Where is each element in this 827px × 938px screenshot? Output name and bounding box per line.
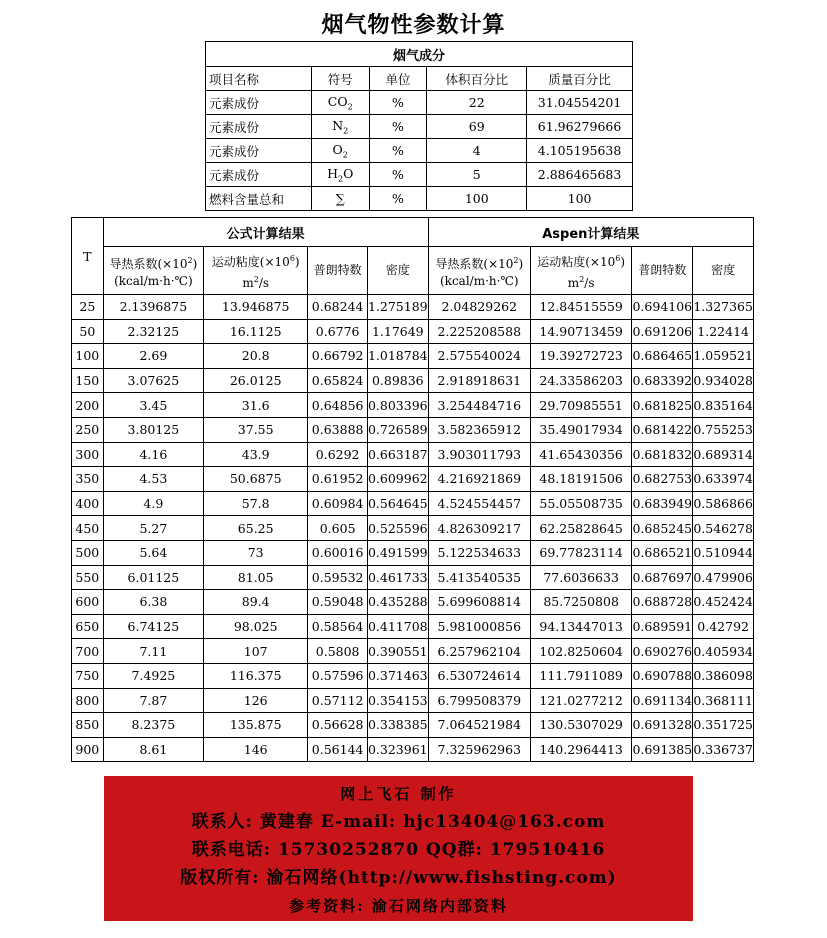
total-name: 燃料含量总和 (206, 187, 312, 211)
credits-banner (104, 776, 693, 921)
formula-viscosity-cell: 16.1125 (204, 319, 308, 344)
mass-percent: 31.04554201 (527, 91, 633, 115)
kinematic-viscosity-header: 运动粘度$(\times 10^6)$ $m^2/s$ (530, 247, 631, 295)
element-name: 元素成份 (206, 115, 312, 139)
volume-percent: 69 (427, 115, 527, 139)
kinematic-viscosity-header: 运动粘度$(\times 10^6)$ $m^2/s$ (204, 247, 308, 295)
aspen-conductivity-cell: 6.530724614 (428, 663, 530, 688)
table-row (72, 319, 754, 344)
page-title: 烟气物性参数计算 (321, 13, 506, 38)
formula-conductivity-cell: 2.1396875 (103, 295, 203, 320)
formula-prandtl-cell: 0.66792 (308, 344, 368, 369)
mass-percent: 4.105195638 (527, 139, 633, 163)
table-row (72, 393, 754, 418)
formula-viscosity-cell: 98.025 (204, 614, 308, 639)
formula-density-cell: 0.564645 (367, 491, 428, 516)
temperature-cell: 800 (72, 688, 104, 713)
aspen-viscosity-cell: 102.8250604 (530, 639, 631, 664)
formula-conductivity-cell: 2.69 (103, 344, 203, 369)
formula-viscosity-cell: 57.8 (204, 491, 308, 516)
credits-line: 参考资料: 渝石网络内部资料 (289, 897, 508, 915)
formula-density-cell: 0.663187 (367, 442, 428, 467)
element-unit: % (369, 115, 427, 139)
aspen-prandtl-cell: 0.689591 (632, 614, 693, 639)
aspen-viscosity-cell: 62.25828645 (530, 516, 631, 541)
aspen-density-cell: 0.452424 (693, 590, 754, 615)
formula-prandtl-cell: 0.58564 (308, 614, 368, 639)
aspen-conductivity-cell: 2.575540024 (428, 344, 530, 369)
aspen-density-cell: 1.059521 (693, 344, 754, 369)
composition-caption: 烟气成分 (206, 42, 633, 67)
credits-line: 网上飞石 制作 (340, 785, 457, 803)
aspen-conductivity-cell: 5.699608814 (428, 590, 530, 615)
aspen-viscosity-cell: 69.77823114 (530, 540, 631, 565)
aspen-viscosity-cell: 48.18191506 (530, 467, 631, 492)
aspen-density-cell: 0.510944 (693, 540, 754, 565)
aspen-conductivity-cell: 7.325962963 (428, 737, 530, 762)
formula-conductivity-cell: 8.61 (103, 737, 203, 762)
aspen-conductivity-cell: 6.799508379 (428, 688, 530, 713)
aspen-density-cell: 0.689314 (693, 442, 754, 467)
aspen-density-cell: 0.351725 (693, 713, 754, 738)
element-name: 元素成份 (206, 139, 312, 163)
aspen-conductivity-cell: 2.04829262 (428, 295, 530, 320)
aspen-viscosity-cell: 14.90713459 (530, 319, 631, 344)
aspen-density-cell: 1.22414 (693, 319, 754, 344)
composition-total-row (206, 187, 633, 211)
aspen-prandtl-cell: 0.691206 (632, 319, 693, 344)
aspen-prandtl-cell: 0.685245 (632, 516, 693, 541)
formula-density-cell: 0.609962 (367, 467, 428, 492)
formula-conductivity-cell: 4.16 (103, 442, 203, 467)
aspen-prandtl-cell: 0.690276 (632, 639, 693, 664)
aspen-prandtl-cell: 0.683949 (632, 491, 693, 516)
composition-row (206, 115, 633, 139)
formula-conductivity-cell: 6.74125 (103, 614, 203, 639)
temperature-cell: 500 (72, 540, 104, 565)
composition-row (206, 139, 633, 163)
temperature-cell: 300 (72, 442, 104, 467)
formula-conductivity-cell: 6.01125 (103, 565, 203, 590)
element-unit: % (369, 163, 427, 187)
density-header: 密度 (367, 247, 428, 295)
formula-conductivity-cell: 5.64 (103, 540, 203, 565)
formula-density-cell: 1.17649 (367, 319, 428, 344)
aspen-prandtl-cell: 0.688728 (632, 590, 693, 615)
formula-conductivity-cell: 6.38 (103, 590, 203, 615)
formula-conductivity-cell: 5.27 (103, 516, 203, 541)
formula-viscosity-cell: 50.6875 (204, 467, 308, 492)
aspen-conductivity-cell: 2.225208588 (428, 319, 530, 344)
aspen-density-cell: 0.934028 (693, 368, 754, 393)
formula-viscosity-cell: 65.25 (204, 516, 308, 541)
aspen-prandtl-cell: 0.694106 (632, 295, 693, 320)
formula-conductivity-cell: 3.45 (103, 393, 203, 418)
formula-prandtl-cell: 0.57596 (308, 663, 368, 688)
total-mass: 100 (527, 187, 633, 211)
aspen-conductivity-cell: 4.216921869 (428, 467, 530, 492)
table-row (72, 663, 754, 688)
formula-viscosity-cell: 135.875 (204, 713, 308, 738)
table-row (72, 590, 754, 615)
aspen-density-cell: 0.755253 (693, 417, 754, 442)
aspen-viscosity-cell: 140.2964413 (530, 737, 631, 762)
aspen-viscosity-cell: 111.7911089 (530, 663, 631, 688)
element-unit: % (369, 91, 427, 115)
aspen-viscosity-cell: 29.70985551 (530, 393, 631, 418)
formula-viscosity-cell: 20.8 (204, 344, 308, 369)
formula-prandtl-cell: 0.61952 (308, 467, 368, 492)
formula-prandtl-cell: 0.605 (308, 516, 368, 541)
formula-density-cell: 0.726589 (367, 417, 428, 442)
aspen-viscosity-cell: 94.13447013 (530, 614, 631, 639)
formula-conductivity-cell: 3.07625 (103, 368, 203, 393)
formula-density-cell: 0.411708 (367, 614, 428, 639)
results-table (71, 217, 754, 762)
formula-results-caption: 公式计算结果 (103, 218, 428, 247)
aspen-density-cell: 0.405934 (693, 639, 754, 664)
temperature-cell: 50 (72, 319, 104, 344)
formula-prandtl-cell: 0.65824 (308, 368, 368, 393)
temperature-cell: 650 (72, 614, 104, 639)
formula-conductivity-cell: 4.53 (103, 467, 203, 492)
temperature-cell: 450 (72, 516, 104, 541)
aspen-prandtl-cell: 0.687697 (632, 565, 693, 590)
total-symbol: ∑ (311, 187, 369, 211)
aspen-conductivity-cell: 5.413540535 (428, 565, 530, 590)
aspen-density-cell: 0.835164 (693, 393, 754, 418)
temperature-cell: 750 (72, 663, 104, 688)
formula-prandtl-cell: 0.68244 (308, 295, 368, 320)
aspen-viscosity-cell: 55.05508735 (530, 491, 631, 516)
aspen-conductivity-cell: 2.918918631 (428, 368, 530, 393)
temperature-header: T (72, 218, 104, 295)
formula-prandtl-cell: 0.60984 (308, 491, 368, 516)
thermal-conductivity-header: 导热系数$(\times 10^2)$ (kcal/m·h·℃) (428, 247, 530, 295)
formula-prandtl-cell: 0.59048 (308, 590, 368, 615)
aspen-density-cell: 0.633974 (693, 467, 754, 492)
col-header: 质量百分比 (527, 67, 633, 91)
table-row (72, 417, 754, 442)
aspen-density-cell: 0.479906 (693, 565, 754, 590)
aspen-conductivity-cell: 3.582365912 (428, 417, 530, 442)
table-row (72, 614, 754, 639)
table-row (72, 295, 754, 320)
total-volume: 100 (427, 187, 527, 211)
col-header: 符号 (311, 67, 369, 91)
volume-percent: 22 (427, 91, 527, 115)
temperature-cell: 250 (72, 417, 104, 442)
aspen-conductivity-cell: 7.064521984 (428, 713, 530, 738)
formula-prandtl-cell: 0.6776 (308, 319, 368, 344)
formula-viscosity-cell: 146 (204, 737, 308, 762)
formula-density-cell: 0.491599 (367, 540, 428, 565)
composition-row (206, 91, 633, 115)
formula-density-cell: 0.435288 (367, 590, 428, 615)
aspen-conductivity-cell: 4.524554457 (428, 491, 530, 516)
formula-density-cell: 0.338385 (367, 713, 428, 738)
aspen-density-cell: 0.586866 (693, 491, 754, 516)
aspen-density-cell: 0.368111 (693, 688, 754, 713)
results-header-row (72, 247, 754, 295)
table-row (72, 442, 754, 467)
aspen-viscosity-cell: 19.39272723 (530, 344, 631, 369)
temperature-cell: 600 (72, 590, 104, 615)
table-row (72, 467, 754, 492)
element-symbol: $CO_2$ (311, 91, 369, 115)
credits-line: 联系人: 黄建春 E-mail: hjc13404@163.com (191, 812, 606, 832)
element-name: 元素成份 (206, 163, 312, 187)
table-row (72, 639, 754, 664)
aspen-density-cell: 0.336737 (693, 737, 754, 762)
table-row (72, 491, 754, 516)
formula-density-cell: 0.461733 (367, 565, 428, 590)
temperature-cell: 550 (72, 565, 104, 590)
density-header: 密度 (693, 247, 754, 295)
formula-viscosity-cell: 107 (204, 639, 308, 664)
aspen-conductivity-cell: 5.981000856 (428, 614, 530, 639)
element-symbol: $N_2$ (311, 115, 369, 139)
formula-conductivity-cell: 2.32125 (103, 319, 203, 344)
formula-prandtl-cell: 0.57112 (308, 688, 368, 713)
aspen-viscosity-cell: 35.49017934 (530, 417, 631, 442)
aspen-conductivity-cell: 4.826309217 (428, 516, 530, 541)
composition-header-row (206, 67, 633, 91)
aspen-conductivity-cell: 3.903011793 (428, 442, 530, 467)
formula-conductivity-cell: 8.2375 (103, 713, 203, 738)
aspen-viscosity-cell: 24.33586203 (530, 368, 631, 393)
volume-percent: 5 (427, 163, 527, 187)
element-unit: % (369, 139, 427, 163)
temperature-cell: 900 (72, 737, 104, 762)
aspen-prandtl-cell: 0.691328 (632, 713, 693, 738)
formula-conductivity-cell: 7.87 (103, 688, 203, 713)
formula-prandtl-cell: 0.56628 (308, 713, 368, 738)
aspen-prandtl-cell: 0.681825 (632, 393, 693, 418)
formula-prandtl-cell: 0.60016 (308, 540, 368, 565)
element-symbol: $H_2O$ (311, 163, 369, 187)
formula-density-cell: 0.803396 (367, 393, 428, 418)
temperature-cell: 700 (72, 639, 104, 664)
temperature-cell: 350 (72, 467, 104, 492)
temperature-cell: 850 (72, 713, 104, 738)
formula-prandtl-cell: 0.5808 (308, 639, 368, 664)
formula-density-cell: 0.390551 (367, 639, 428, 664)
aspen-results-caption: Aspen计算结果 (428, 218, 753, 247)
aspen-viscosity-cell: 12.84515559 (530, 295, 631, 320)
formula-density-cell: 1.018784 (367, 344, 428, 369)
element-symbol: $O_2$ (311, 139, 369, 163)
formula-density-cell: 0.354153 (367, 688, 428, 713)
aspen-prandtl-cell: 0.683392 (632, 368, 693, 393)
composition-row (206, 163, 633, 187)
formula-prandtl-cell: 0.6292 (308, 442, 368, 467)
formula-density-cell: 0.371463 (367, 663, 428, 688)
aspen-prandtl-cell: 0.681832 (632, 442, 693, 467)
aspen-conductivity-cell: 6.257962104 (428, 639, 530, 664)
aspen-conductivity-cell: 3.254484716 (428, 393, 530, 418)
temperature-cell: 150 (72, 368, 104, 393)
formula-density-cell: 0.525596 (367, 516, 428, 541)
formula-prandtl-cell: 0.63888 (308, 417, 368, 442)
mass-percent: 61.96279666 (527, 115, 633, 139)
formula-viscosity-cell: 73 (204, 540, 308, 565)
total-unit: % (369, 187, 427, 211)
formula-density-cell: 0.323961 (367, 737, 428, 762)
table-row (72, 344, 754, 369)
aspen-prandtl-cell: 0.686521 (632, 540, 693, 565)
formula-conductivity-cell: 7.4925 (103, 663, 203, 688)
element-name: 元素成份 (206, 91, 312, 115)
aspen-prandtl-cell: 0.681422 (632, 417, 693, 442)
aspen-prandtl-cell: 0.682753 (632, 467, 693, 492)
formula-viscosity-cell: 37.55 (204, 417, 308, 442)
thermal-conductivity-header: 导热系数$(\times 10^2)$ (kcal/m·h·℃) (103, 247, 203, 295)
formula-conductivity-cell: 3.80125 (103, 417, 203, 442)
col-header: 项目名称 (206, 67, 312, 91)
aspen-prandtl-cell: 0.691385 (632, 737, 693, 762)
col-header: 单位 (369, 67, 427, 91)
table-row (72, 368, 754, 393)
col-header: 体积百分比 (427, 67, 527, 91)
formula-viscosity-cell: 26.0125 (204, 368, 308, 393)
aspen-density-cell: 0.386098 (693, 663, 754, 688)
aspen-viscosity-cell: 85.7250808 (530, 590, 631, 615)
formula-prandtl-cell: 0.59532 (308, 565, 368, 590)
formula-conductivity-cell: 7.11 (103, 639, 203, 664)
aspen-viscosity-cell: 41.65430356 (530, 442, 631, 467)
aspen-density-cell: 0.546278 (693, 516, 754, 541)
formula-viscosity-cell: 43.9 (204, 442, 308, 467)
prandtl-header: 普朗特数 (308, 247, 368, 295)
formula-prandtl-cell: 0.64856 (308, 393, 368, 418)
formula-viscosity-cell: 126 (204, 688, 308, 713)
table-row (72, 540, 754, 565)
aspen-density-cell: 1.327365 (693, 295, 754, 320)
prandtl-header: 普朗特数 (632, 247, 693, 295)
aspen-density-cell: 0.42792 (693, 614, 754, 639)
table-row (72, 737, 754, 762)
formula-viscosity-cell: 81.05 (204, 565, 308, 590)
table-row (72, 688, 754, 713)
formula-density-cell: 1.275189 (367, 295, 428, 320)
formula-prandtl-cell: 0.56144 (308, 737, 368, 762)
aspen-viscosity-cell: 121.0277212 (530, 688, 631, 713)
formula-density-cell: 0.89836 (367, 368, 428, 393)
aspen-viscosity-cell: 77.6036633 (530, 565, 631, 590)
formula-viscosity-cell: 116.375 (204, 663, 308, 688)
formula-viscosity-cell: 13.946875 (204, 295, 308, 320)
temperature-cell: 400 (72, 491, 104, 516)
temperature-cell: 200 (72, 393, 104, 418)
temperature-cell: 25 (72, 295, 104, 320)
temperature-cell: 100 (72, 344, 104, 369)
aspen-prandtl-cell: 0.690788 (632, 663, 693, 688)
credits-line: 联系电话: 15730252870 QQ群: 179510416 (191, 840, 606, 860)
table-row (72, 565, 754, 590)
mass-percent: 2.886465683 (527, 163, 633, 187)
formula-viscosity-cell: 89.4 (204, 590, 308, 615)
volume-percent: 4 (427, 139, 527, 163)
table-row (72, 516, 754, 541)
formula-conductivity-cell: 4.9 (103, 491, 203, 516)
aspen-conductivity-cell: 5.122534633 (428, 540, 530, 565)
aspen-prandtl-cell: 0.691134 (632, 688, 693, 713)
flue-gas-composition-table (205, 41, 633, 211)
formula-viscosity-cell: 31.6 (204, 393, 308, 418)
aspen-viscosity-cell: 130.5307029 (530, 713, 631, 738)
aspen-prandtl-cell: 0.686465 (632, 344, 693, 369)
table-row (72, 713, 754, 738)
credits-line: 版权所有: 渝石网络(http://www.fishsting.com) (180, 868, 617, 888)
